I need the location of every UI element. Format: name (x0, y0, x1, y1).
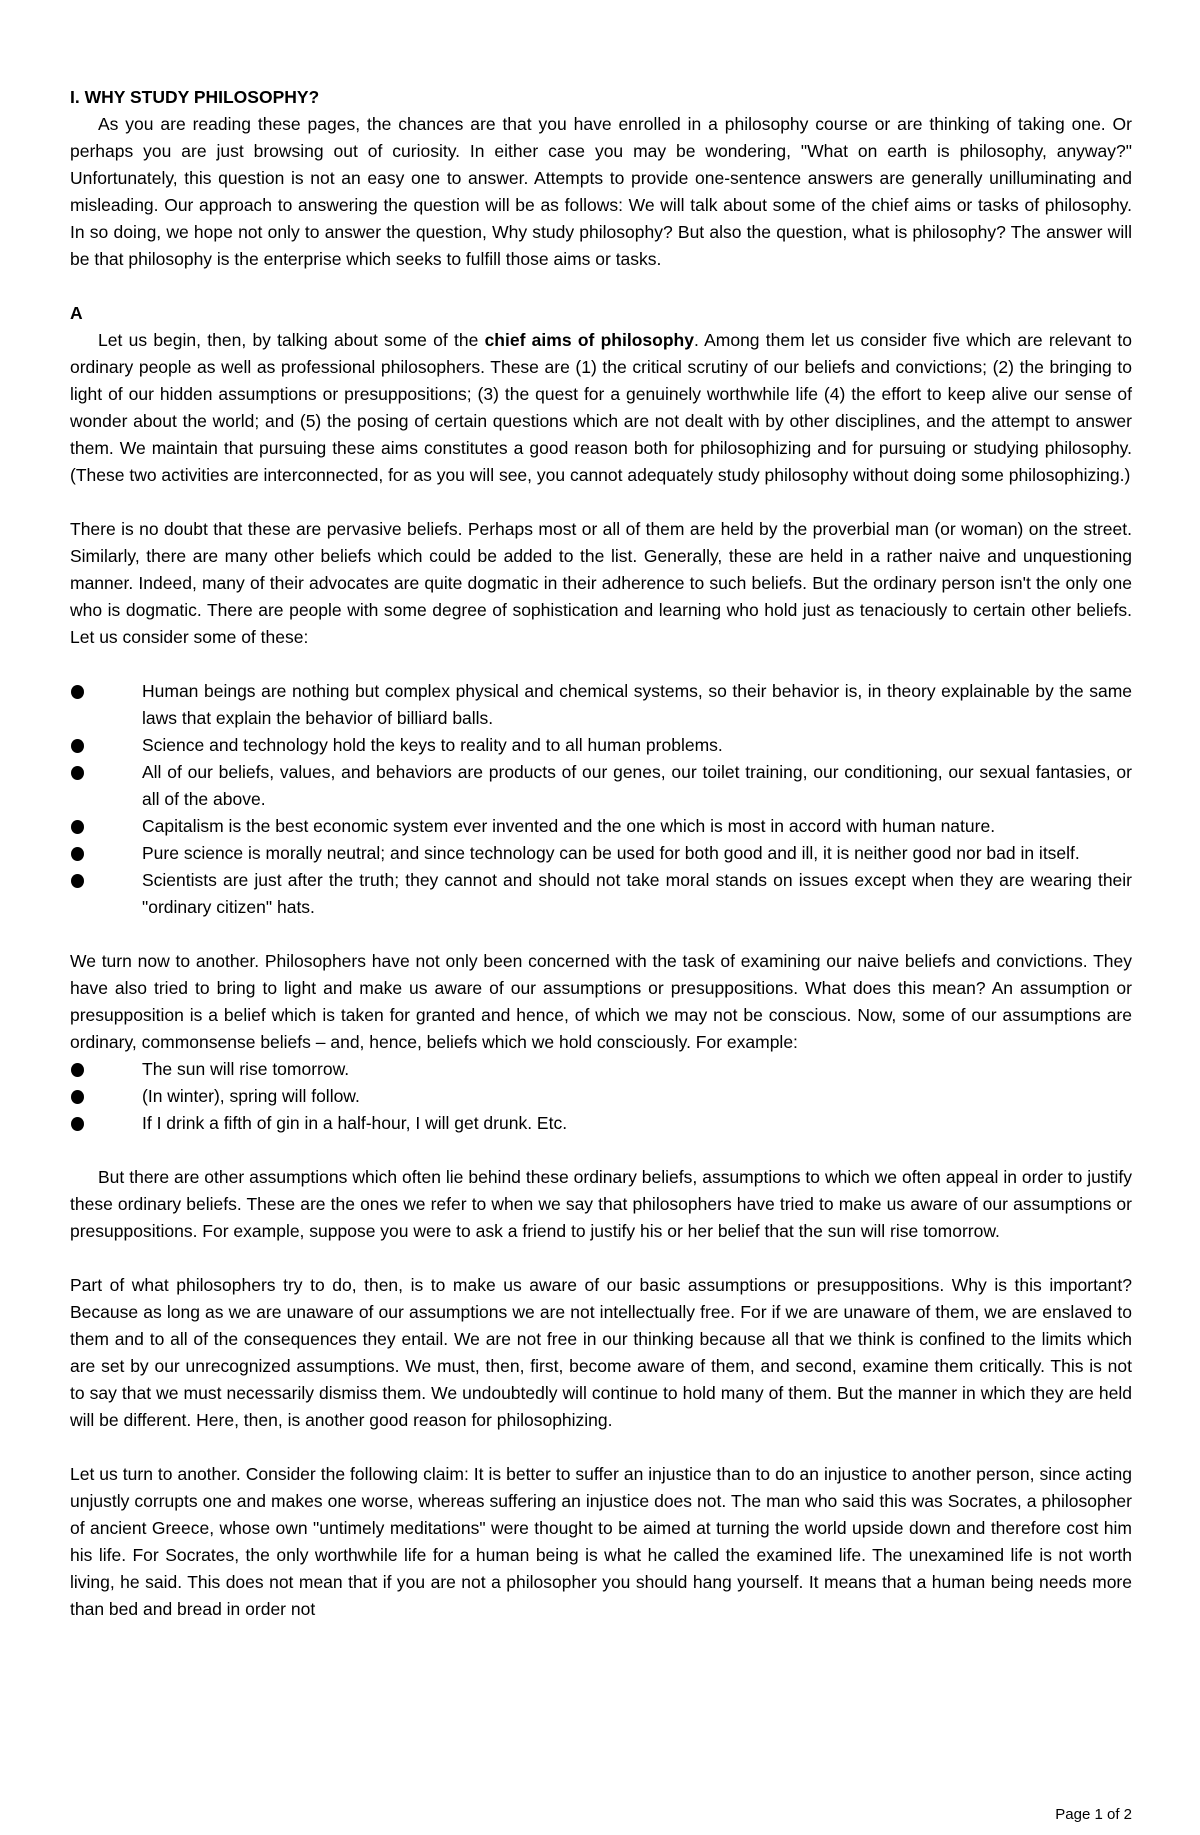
list-item (70, 732, 1132, 759)
list-item (70, 840, 1132, 867)
aware-paragraph: Part of what philosophers try to do, then, is to make us aware of our basic assumptions or presuppositions. Why is this important? Because as long as we are unaware of our assumptions we are not intellectually free. For if we are unaware of them, we are enslaved to them and to all of the consequences they entail. We are not free in our thinking because all that we think is confined to the limits which are set by our unrecognized assumptions. We must, then, first, become aware of them, and second, examine them critically. This is not to say that we must necessarily dismiss them. We undoubtedly will continue to hold many of them. But the manner in which they are held will be different. Here, then, is another good reason for philosophizing. (70, 1275, 1132, 1430)
bullet-icon (71, 847, 84, 861)
list-item (70, 867, 1132, 921)
list-item-text: All of our beliefs, values, and behaviors are products of our genes, our toilet training, our conditioning, our sexual fantasies, or all of the above. (142, 762, 1132, 809)
aims-text-end: . Among them let us consider five which are relevant to ordinary people as well as professional philosophers. These are (1) the critical scrutiny of our beliefs and convictions; (2) the bringing to light of our hidden assumptions or presuppositions; (3) the quest for a genuinely worthwhile life (4) the effort to keep alive our sense of wonder about the world; and (5) the posing of certain questions which are not dealt with by other disciplines, and the attempt to answer them. We maintain that pursuing these aims constitutes a good reason both for philosophizing and for pursuing or studying philosophy. (These two activities are interconnected, for as you will see, you cannot adequately study philosophy without doing some philosophizing.) (70, 330, 1132, 485)
list-item (70, 1083, 1132, 1110)
list-item (70, 1056, 1132, 1083)
list-item-text: Capitalism is the best economic system ever invented and the one which is most in accord with human nature. (142, 816, 996, 836)
beliefs-list (70, 678, 1132, 921)
other-assumptions-paragraph: But there are other assumptions which often lie behind these ordinary beliefs, assumptions to which we often appeal in order to justify these ordinary beliefs. These are the ones we refer to when we say that philosophers have tried to make us aware of our assumptions or presuppositions. For example, suppose you were to ask a friend to justify his or her belief that the sun will rise tomorrow. (70, 1167, 1132, 1241)
document-body (70, 84, 1132, 1623)
bullet-icon (71, 1090, 84, 1104)
intro-paragraph: As you are reading these pages, the chances are that you have enrolled in a philosophy course or are thinking of taking one. Or perhaps you are just browsing out of curiosity. In either case you may be wondering, "What on earth is philosophy, anyway?" Unfortunately, this question is not an easy one to answer. Attempts to provide one-sentence answers are generally unilluminating and misleading. Our approach to answering the question will be as follows: We will talk about some of the chief aims or tasks of philosophy. In so doing, we hope not only to answer the question, Why study philosophy? But also the question, what is philosophy? The answer will be that philosophy is the enterprise which seeks to fulfill those aims or tasks. (70, 114, 1132, 269)
bullet-icon (71, 1063, 84, 1077)
bullet-icon (71, 1117, 84, 1131)
bullet-icon (71, 766, 84, 780)
aims-text-start: Let us begin, then, by talking about some of the (98, 330, 485, 350)
list-item-text: If I drink a fifth of gin in a half-hour, I will get drunk. Etc. (142, 1113, 568, 1133)
list-item-text: Scientists are just after the truth; they cannot and should not take moral stands on issues except when they are wearing their "ordinary citizen" hats. (142, 870, 1132, 917)
list-item-text: The sun will rise tomorrow. (142, 1059, 350, 1079)
list-item-text: Science and technology hold the keys to reality and to all human problems. (142, 735, 723, 755)
beliefs-paragraph: There is no doubt that these are pervasive beliefs. Perhaps most or all of them are held by the proverbial man (or woman) on the street. Similarly, there are many other beliefs which could be added to the list. Generally, these are held in a rather naive and unquestioning manner. Indeed, many of their advocates are quite dogmatic in their adherence to such beliefs. But the ordinary person isn't the only one who is dogmatic. There are people with some degree of sophistication and learning who hold just as tenaciously to certain other beliefs. Let us consider some of these: (70, 519, 1132, 647)
bullet-icon (71, 820, 84, 834)
section-heading: I. WHY STUDY PHILOSOPHY? (70, 87, 320, 107)
bullet-icon (71, 739, 84, 753)
list-item-text: (In winter), spring will follow. (142, 1086, 360, 1106)
list-item (70, 759, 1132, 813)
list-item-text: Pure science is morally neutral; and since technology can be used for both good and ill, it is neither good nor bad in itself. (142, 843, 1080, 863)
bullet-icon (71, 874, 84, 888)
page-number: Page 1 of 2 (1055, 1806, 1132, 1823)
list-item (70, 813, 1132, 840)
aims-bold-phrase: chief aims of philosophy (484, 330, 694, 350)
list-item (70, 1110, 1132, 1137)
socrates-paragraph: Let us turn to another. Consider the following claim: It is better to suffer an injustice than to do an injustice to another person, since acting unjustly corrupts one and makes one worse, whereas suffering an injustice does not. The man who said this was Socrates, a philosopher of ancient Greece, whose own "untimely meditations" were thought to be aimed at turning the world upside down and therefore cost him his life. For Socrates, the only worthwhile life for a human being is what he called the examined life. The unexamined life is not worth living, he said. This does not mean that if you are not a philosopher you should hang yourself. It means that a human being needs more than bed and bread in order not (70, 1464, 1132, 1619)
examples-list (70, 1056, 1132, 1137)
list-item (70, 678, 1132, 732)
list-item-text: Human beings are nothing but complex physical and chemical systems, so their behavior is, in theory explainable by the same laws that explain the behavior of billiard balls. (142, 681, 1132, 728)
bullet-icon (71, 685, 84, 699)
section-letter: A (70, 303, 83, 323)
assumptions-paragraph: We turn now to another. Philosophers have not only been concerned with the task of examining our naive beliefs and convictions. They have also tried to bring to light and make us aware of our assumptions or presuppositions. What does this mean? An assumption or presupposition is a belief which is taken for granted and hence, of which we may not be conscious. Now, some of our assumptions are ordinary, commonsense beliefs – and, hence, beliefs which we hold consciously. For example: (70, 951, 1132, 1052)
aims-paragraph (70, 327, 1132, 489)
